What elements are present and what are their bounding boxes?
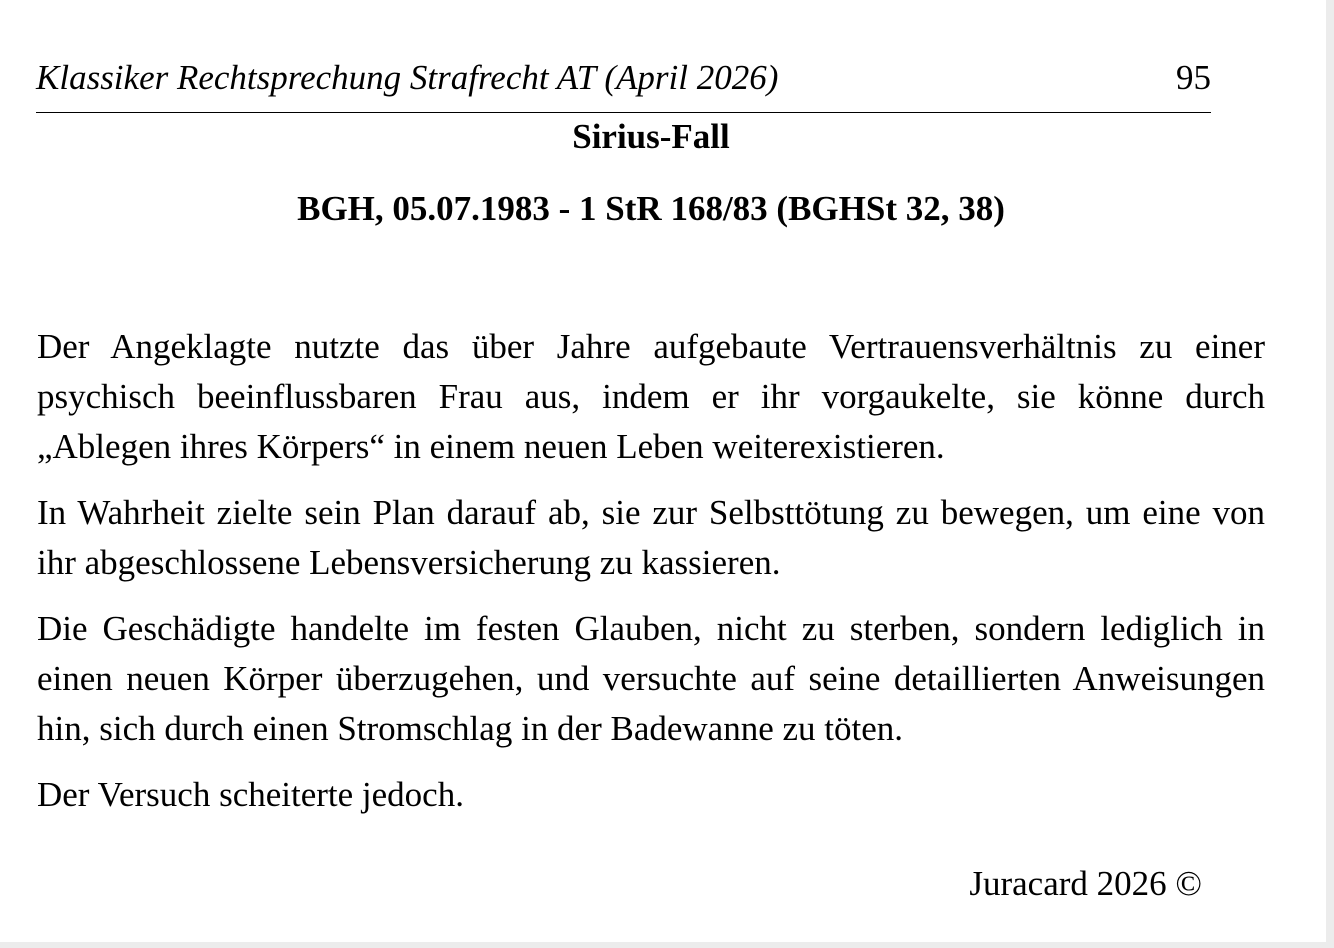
paragraph-1: Der Angeklagte nutzte das über Jahre aufgebaute Vertrauensverhältnis zu einer psychisch beeinflussbaren Frau aus, indem er ihr vorgaukelte, sie könne durch „Ablegen ihres Körpers“ in einem neuen Leben weiterexistieren. [37, 327, 1265, 466]
paragraph-2: In Wahrheit zielte sein Plan darauf ab, sie zur Selbsttötung zu bewegen, um eine von ihr abgeschlossene Lebensversicherung zu kassieren. [37, 493, 1265, 582]
running-header [36, 54, 1211, 113]
header-title: Klassiker Rechtsprechung Strafrecht AT (April 2026) [36, 58, 779, 97]
paragraph-4: Der Versuch scheiterte jedoch. [37, 775, 464, 814]
copyright-notice: Juracard 2026 © [969, 864, 1202, 903]
page-number: 95 [1176, 58, 1211, 97]
case-citation: BGH, 05.07.1983 - 1 StR 168/83 (BGHSt 32, 38) [297, 189, 1005, 228]
case-facts [37, 322, 1265, 836]
paragraph-3: Die Geschädigte handelte im festen Glauben, nicht zu sterben, sondern lediglich in einen neuen Körper überzugehen, und versuchte auf seine detaillierten Anweisungen hin, sich durch einen Stromschlag in der Badewanne zu töten. [37, 609, 1265, 748]
case-name: Sirius-Fall [572, 117, 730, 156]
